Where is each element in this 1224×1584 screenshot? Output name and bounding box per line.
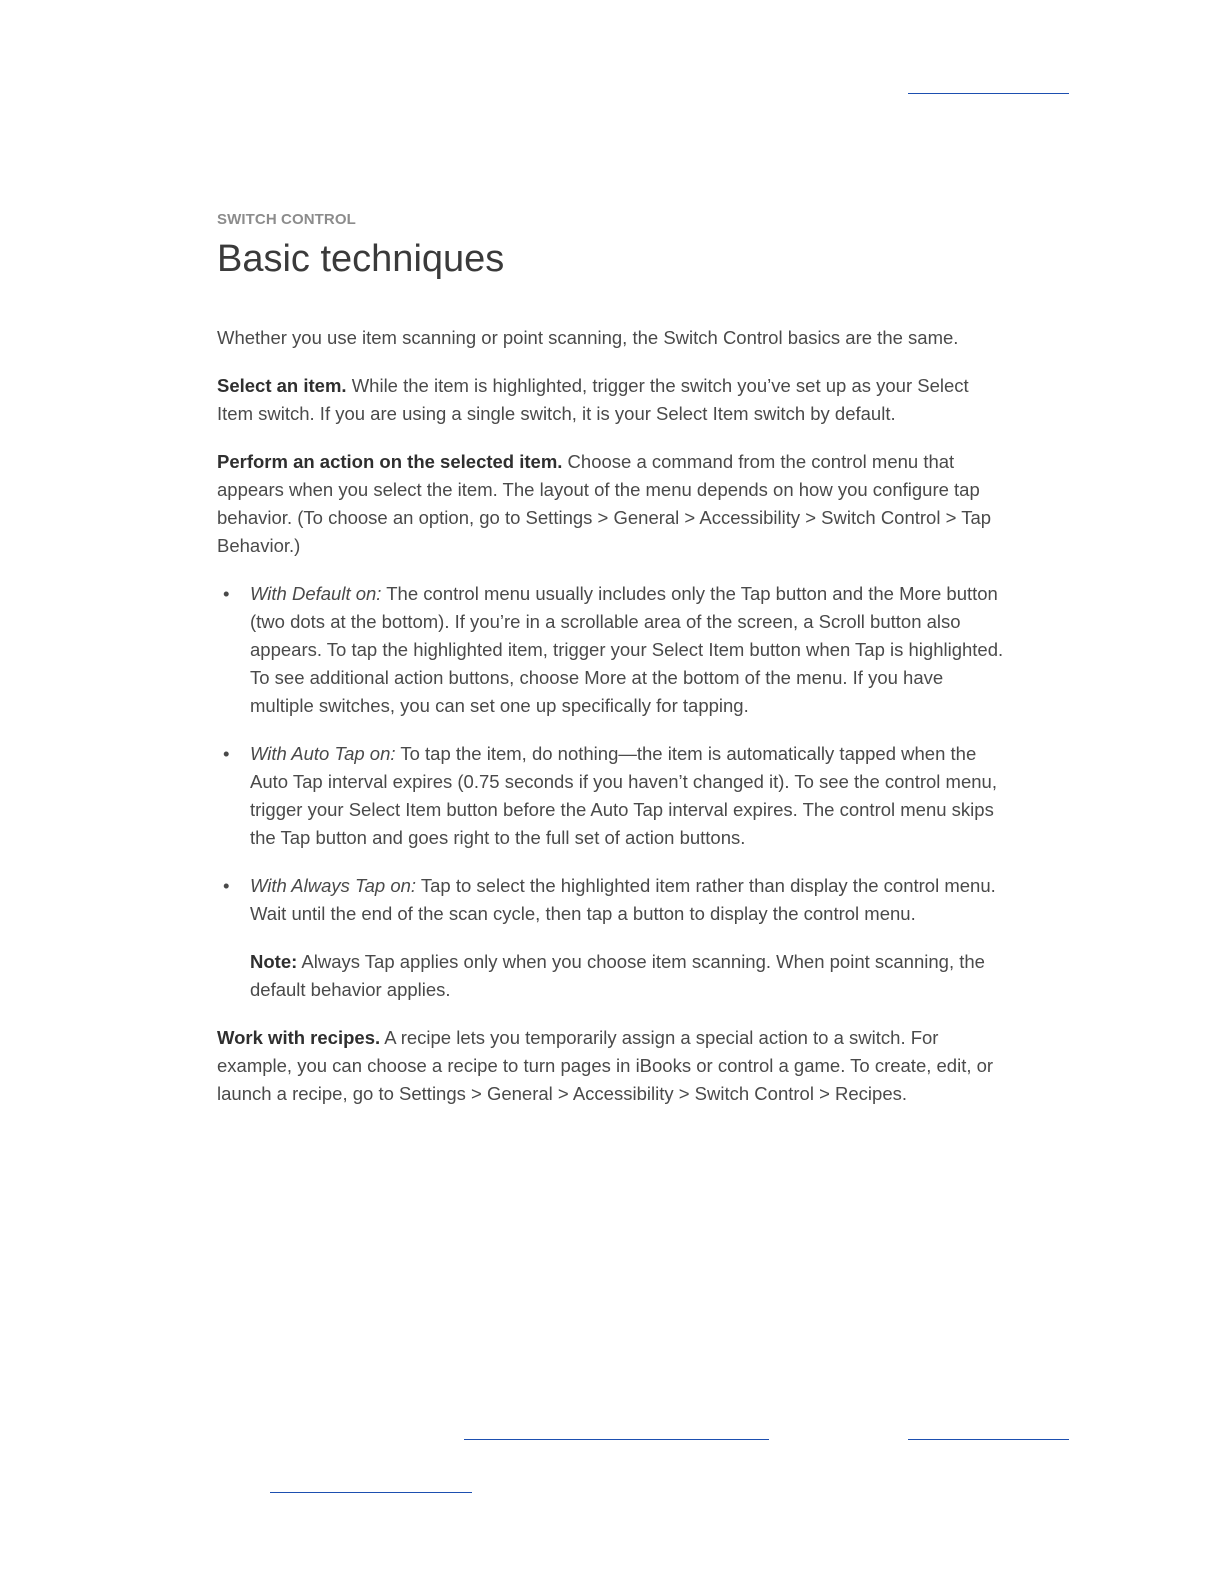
select-item-lead: Select an item. — [217, 375, 347, 396]
list-item-lead: With Always Tap on: — [250, 875, 417, 896]
select-item-paragraph — [217, 372, 1007, 428]
list-item-always-tap — [217, 872, 1007, 928]
tap-behavior-list — [217, 580, 1007, 928]
list-item-text: The control menu usually includes only the Tap button and the More button (two dots at the bottom). If you’re in a scrollable area of the screen, a Scroll button also appears. To tap the highlighted item, trigger your Select Item button when Tap is highlighted. To see additional action buttons, choose More at the bottom of the menu. If you have multiple switches, you can set one up specifically for tapping. — [250, 583, 1004, 716]
link-underline-bottom-middle[interactable] — [464, 1439, 769, 1440]
intro-paragraph: Whether you use item scanning or point scanning, the Switch Control basics are the same. — [217, 327, 959, 348]
recipes-paragraph — [217, 1024, 1007, 1108]
link-underline-top-right[interactable] — [908, 93, 1069, 94]
page-title: Basic techniques — [217, 238, 505, 280]
list-item-lead: With Auto Tap on: — [250, 743, 396, 764]
section-label: SWITCH CONTROL — [217, 211, 356, 228]
note-paragraph — [217, 948, 1007, 1004]
note-text: Always Tap applies only when you choose item scanning. When point scanning, the default behavior applies. — [250, 951, 985, 1000]
recipes-text: A recipe lets you temporarily assign a special action to a switch. For example, you can choose a recipe to turn pages in iBooks or control a game. To create, edit, or launch a recipe, go to Settings > General > Accessibility > Switch Control > Recipes. — [217, 1027, 994, 1104]
perform-action-paragraph — [217, 448, 1007, 560]
link-underline-bottom-right[interactable] — [908, 1439, 1069, 1440]
note-lead: Note: — [250, 951, 298, 972]
list-item-text: To tap the item, do nothing—the item is automatically tapped when the Auto Tap interval expires (0.75 seconds if you haven’t changed it). To see the control menu, trigger your Select Item button before the Auto Tap interval expires. The control menu skips the Tap button and goes right to the full set of action buttons. — [250, 743, 997, 848]
select-item-text: While the item is highlighted, trigger the switch you’ve set up as your Select Item switch. If you are using a single switch, it is your Select Item switch by default. — [217, 375, 969, 424]
perform-action-lead: Perform an action on the selected item. — [217, 451, 563, 472]
perform-action-text: Choose a command from the control menu that appears when you select the item. The layout of the menu depends on how you configure tap behavior. (To choose an option, go to Settings > General > Accessibility > Switch Control > Tap Behavior.) — [217, 451, 992, 556]
link-underline-bottom-left[interactable] — [270, 1492, 472, 1493]
list-item-text: Tap to select the highlighted item rather than display the control menu. Wait until the end of the scan cycle, then tap a button to display the control menu. — [250, 875, 996, 924]
list-item-lead: With Default on: — [250, 583, 382, 604]
list-item-default — [217, 580, 1007, 720]
recipes-lead: Work with recipes. — [217, 1027, 381, 1048]
list-item-auto-tap — [217, 740, 1007, 852]
main-content — [217, 210, 1007, 1108]
